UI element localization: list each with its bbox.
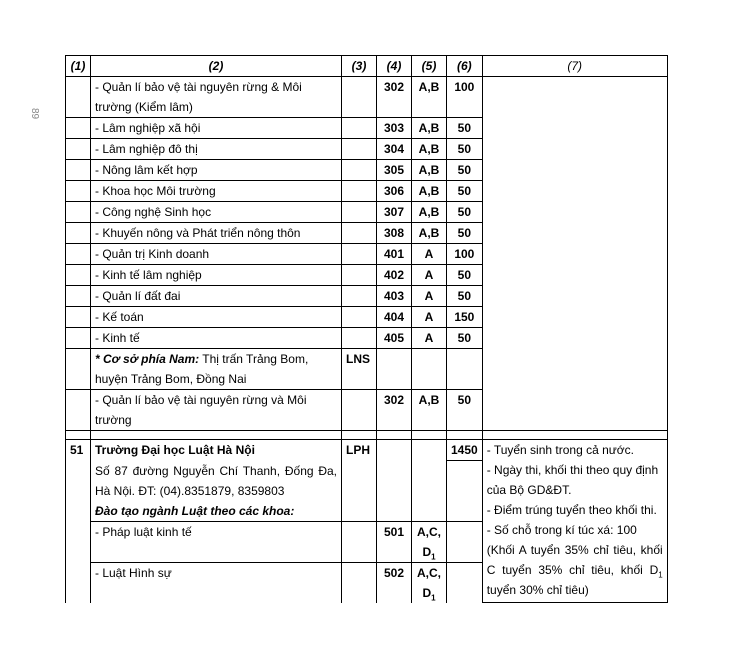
school-code-cell <box>342 244 377 265</box>
program-quota: 50 <box>447 265 483 286</box>
page-number: 89 <box>29 108 40 120</box>
south-campus-label: * Cơ sở phía Nam: <box>95 352 200 366</box>
program-quota: 50 <box>447 390 483 431</box>
exam-block: A,B <box>412 139 447 160</box>
header-col-4: (4) <box>377 56 412 77</box>
program-code: 403 <box>377 286 412 307</box>
school-code-cell <box>342 202 377 223</box>
exam-block: A <box>412 286 447 307</box>
major-block-sub-base: D <box>422 544 432 559</box>
school-details <box>91 461 342 522</box>
school-code-cell <box>342 181 377 202</box>
row-number-cell <box>66 202 91 223</box>
program-quota: 50 <box>447 181 483 202</box>
empty-cell <box>412 349 447 390</box>
exam-block: A,B <box>412 77 447 118</box>
note-detail-sub: 1 <box>658 570 663 580</box>
row-number-cell <box>66 118 91 139</box>
spacer-cell <box>66 431 91 440</box>
program-name: - Kinh tế lâm nghiệp <box>91 265 342 286</box>
program-code: 304 <box>377 139 412 160</box>
row-number-cell <box>66 349 91 390</box>
program-code: 401 <box>377 244 412 265</box>
program-quota: 50 <box>447 139 483 160</box>
exam-block: A <box>412 265 447 286</box>
empty-cell <box>342 461 377 522</box>
exam-block: A <box>412 244 447 265</box>
program-code: 302 <box>377 77 412 118</box>
program-name: - Kế toán <box>91 307 342 328</box>
south-campus-info <box>91 349 342 390</box>
empty-cell <box>447 562 483 603</box>
spacer-cell <box>91 431 342 440</box>
exam-block: A,B <box>412 390 447 431</box>
program-code: 404 <box>377 307 412 328</box>
program-code: 405 <box>377 328 412 349</box>
program-code: 402 <box>377 265 412 286</box>
major-name: - Pháp luật kinh tế <box>91 521 342 562</box>
row-number-cell <box>66 307 91 328</box>
header-col-5: (5) <box>412 56 447 77</box>
program-code: 306 <box>377 181 412 202</box>
header-col-7: (7) <box>482 56 667 77</box>
section-spacer <box>66 431 668 440</box>
school-quota: 1450 <box>447 440 483 461</box>
major-name: - Luật Hình sự <box>91 562 342 603</box>
row-number-cell <box>66 328 91 349</box>
header-row <box>66 56 668 77</box>
school-code: LPH <box>342 440 377 461</box>
school-code-cell <box>342 118 377 139</box>
note-line: - Điểm trúng tuyển theo khối thi. <box>486 503 657 517</box>
exam-block: A <box>412 328 447 349</box>
exam-block: A,B <box>412 223 447 244</box>
empty-cell <box>447 349 483 390</box>
program-quota: 50 <box>447 118 483 139</box>
major-block <box>412 521 447 562</box>
school-code-cell <box>342 223 377 244</box>
row-number-cell <box>66 181 91 202</box>
admissions-table <box>65 55 668 603</box>
exam-block: A <box>412 307 447 328</box>
major-block-sub-line <box>416 542 442 562</box>
school-code-cell <box>342 390 377 431</box>
header-col-3: (3) <box>342 56 377 77</box>
row-number-cell <box>66 139 91 160</box>
school-name: Trường Đại học Luật Hà Nội <box>91 440 342 461</box>
empty-cell <box>412 440 447 461</box>
program-name: - Công nghệ Sinh học <box>91 202 342 223</box>
major-block <box>412 562 447 603</box>
program-name: - Quản lí bảo vệ tài nguyên rừng và Môi trường <box>91 390 342 431</box>
program-name: - Lâm nghiệp xã hội <box>91 118 342 139</box>
major-code: 501 <box>377 521 412 562</box>
program-name: - Khoa học Môi trường <box>91 181 342 202</box>
empty-cell <box>447 521 483 562</box>
school-row <box>66 440 668 461</box>
empty-cell <box>412 461 447 522</box>
empty-cell <box>342 521 377 562</box>
school-code-cell <box>342 265 377 286</box>
program-quota: 150 <box>447 307 483 328</box>
major-block-sub-line <box>416 583 442 603</box>
school-code-cell <box>342 286 377 307</box>
major-block-subscript: 1 <box>431 551 436 561</box>
spacer-cell <box>342 431 377 440</box>
exam-block: A,B <box>412 160 447 181</box>
school-code-cell <box>342 328 377 349</box>
section-heading: Đào tạo ngành Luật theo các khoa: <box>95 503 295 518</box>
spacer-cell <box>377 431 412 440</box>
row-number-cell <box>66 223 91 244</box>
program-name: - Khuyến nông và Phát triển nông thôn <box>91 223 342 244</box>
note-detail-a: (Khối A tuyển 35% chỉ tiêu, khối C tuyển 35% chỉ tiêu, khối D <box>486 543 663 577</box>
program-code: 303 <box>377 118 412 139</box>
program-quota: 50 <box>447 223 483 244</box>
major-block-line: A,C, <box>417 565 441 580</box>
note-line: - Tuyển sinh trong cả nước. <box>486 443 635 457</box>
school-notes <box>482 440 667 603</box>
spacer-cell <box>482 431 667 440</box>
notes-empty <box>482 77 667 431</box>
empty-cell <box>342 562 377 603</box>
school-code-cell <box>342 139 377 160</box>
exam-block: A,B <box>412 181 447 202</box>
note-detail <box>487 540 663 600</box>
major-code: 502 <box>377 562 412 603</box>
major-block-line: A,C, <box>417 524 441 539</box>
program-name: - Quản lí bảo vệ tài nguyên rừng & Môi trường (Kiểm lâm) <box>91 77 342 118</box>
note-line: - Ngày thi, khối thi theo quy định của Bộ GD&ĐT. <box>486 463 659 497</box>
row-number-cell <box>66 244 91 265</box>
major-block-sub-base: D <box>422 585 432 600</box>
spacer-cell <box>447 431 483 440</box>
program-name: - Nông lâm kết hợp <box>91 160 342 181</box>
school-code-cell <box>342 307 377 328</box>
program-quota: 100 <box>447 244 483 265</box>
south-campus-code: LNS <box>342 349 377 390</box>
empty-cell <box>377 349 412 390</box>
program-name: - Lâm nghiệp đô thị <box>91 139 342 160</box>
row-number-cell <box>66 160 91 181</box>
program-name: - Kinh tế <box>91 328 342 349</box>
program-quota: 100 <box>447 77 483 118</box>
program-quota: 50 <box>447 286 483 307</box>
program-quota: 50 <box>447 328 483 349</box>
program-code: 308 <box>377 223 412 244</box>
note-detail-b: tuyển 30% chỉ tiêu) <box>486 583 589 597</box>
program-name: - Quản lí đất đai <box>91 286 342 307</box>
school-code-cell <box>342 77 377 118</box>
row-number-cell <box>66 390 91 431</box>
table-row <box>66 77 668 118</box>
exam-block: A,B <box>412 202 447 223</box>
row-number-cell <box>66 286 91 307</box>
empty-cell <box>377 461 412 522</box>
note-line: - Số chỗ trong kí túc xá: 100 <box>486 523 637 537</box>
program-quota: 50 <box>447 160 483 181</box>
major-block-subscript: 1 <box>431 592 436 602</box>
empty-cell <box>377 440 412 461</box>
south-campus-address: Thị trấn Trảng Bom, huyện Trảng Bom, Đồng Nai <box>95 352 309 386</box>
empty-cell <box>447 461 483 522</box>
program-quota: 50 <box>447 202 483 223</box>
header-col-6: (6) <box>447 56 483 77</box>
row-number-cell <box>66 77 91 118</box>
header-col-2: (2) <box>91 56 342 77</box>
school-number: 51 <box>66 440 91 603</box>
exam-block: A,B <box>412 118 447 139</box>
program-code: 305 <box>377 160 412 181</box>
school-code-cell <box>342 160 377 181</box>
row-number-cell <box>66 265 91 286</box>
header-col-1: (1) <box>66 56 91 77</box>
program-code: 307 <box>377 202 412 223</box>
program-name: - Quản trị Kinh doanh <box>91 244 342 265</box>
school-address: Số 87 đường Nguyễn Chí Thanh, Đống Đa, Hà Nội. ĐT: (04).8351879, 8359803 <box>95 463 337 498</box>
spacer-cell <box>412 431 447 440</box>
program-code: 302 <box>377 390 412 431</box>
